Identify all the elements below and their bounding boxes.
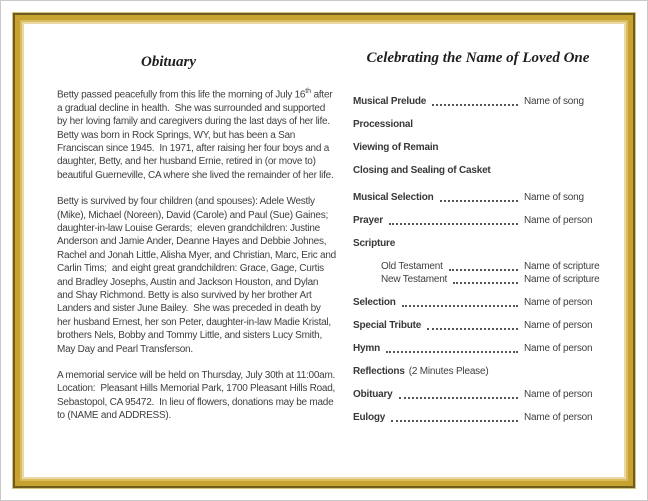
service-item-label: Special Tribute [353,320,422,331]
dotted-leader [430,95,520,108]
service-item-value: Name of person [524,215,593,226]
service-item-viewing-of-remain [353,141,621,154]
service-item-musical-prelude [353,95,621,108]
service-item-label: Processional [353,119,413,130]
service-title: Celebrating the Name of Loved One [366,50,590,66]
service-item-label: Viewing of Remain [353,142,439,153]
service-item-value: Name of person [524,389,593,400]
service-item-label: Musical Selection [353,192,434,203]
service-item-label: Musical Prelude [353,96,427,107]
obituary-paragraph-2: Betty is survived by four children (and spouses): Adele Westly (Mike), Michael (Noreen), David (Carole) and Paul (Sue) Gaines; daughter-in-law Louise Gerards; eleven grandchildren: Justine Anderson and Jamie Ander, Deanne Hayes and Debbie Johnes, Rachel and Jonah Little, Alisha Myer, and Christian, Marc, Eric and Carlin Tims; and eight great grandchildren: Grace, Gage, Curtis and Bradley Josephs, Austin and Jackson Houston, and Dylan and Shay Richmond. Betty is also survived by her brother Art Landers and sister June Bailey. She was preceded in death by her husband Ernest, her son Peter, daughter-in-law Madie Kristal, brothers Nels, Bobby and Tommy Little, and sisters Lucy Smith, May Day and Pearl Transferson. [57,196,339,355]
dotted-leader [400,296,520,309]
paragraph-text: Betty passed peacefully from this life the morning of July 16 [57,89,306,101]
service-item-label: Selection [353,297,396,308]
service-item-selection [353,296,621,309]
service-item-special-tribute [353,319,621,332]
service-item-label: Hymn [353,343,380,354]
obituary-paragraph-1 [57,85,336,182]
service-item-label: Obituary [353,389,393,400]
service-item-value: Name of scripture [524,274,600,285]
service-item-label: New Testament [381,274,448,285]
service-item-reflections [353,365,621,378]
dotted-leader [451,273,520,286]
service-item-label: Old Testament [381,261,443,272]
dotted-leader [438,191,520,204]
service-item-new-testament [353,273,621,286]
service-item-value: Name of scripture [524,261,600,272]
service-item-musical-selection [353,191,621,204]
service-item-label: Reflections [353,366,405,377]
paragraph-text: after a gradual decline in health. She was surrounded and supported by her loving family and caregivers during the last days of her life. Betty was born in Rock Springs, WY, but has been a San Franciscan since 1945. In 1971, after raising her four boys and a daughter, Betty, and her husband Ernie, retired in (or move to) beautiful Guerneville, CA where she lived the remainder of her life. [57,89,335,181]
service-item-label: Closing and Sealing of Casket [353,165,491,176]
dotted-leader [447,260,520,273]
dotted-leader [425,319,520,332]
service-item-value: Name of person [524,320,593,331]
service-item-label: Prayer [353,215,383,226]
dotted-leader [387,214,520,227]
service-item-prayer [353,214,621,227]
service-item-closing-and-sealing [353,164,621,177]
service-item-eulogy [353,411,621,424]
service-item-label: Scripture [353,238,396,249]
obituary-paragraph-3: A memorial service will be held on Thursday, July 30th at 11:00am. Location: Pleasant Hills Memorial Park, 1700 Pleasant Hills Road, Sebastopol, CA 95472. In lieu of flowers, donations may be made to (NAME and ADDRESS). [57,370,341,422]
order-of-service-column [353,24,621,477]
service-item-scripture [353,237,621,250]
service-item-value: Name of person [524,343,593,354]
service-item-old-testament [353,260,621,273]
service-item-obituary [353,388,621,401]
page-content [24,24,624,477]
service-item-processional [353,118,621,131]
dotted-leader [389,411,520,424]
dotted-leader [384,342,520,355]
obituary-title: Obituary [140,54,196,70]
service-item-value: Name of song [524,192,584,203]
service-item-label: Eulogy [353,412,386,423]
service-item-value: Name of person [524,412,593,423]
superscript-th: th [305,88,312,95]
obituary-column [24,24,341,477]
service-item-value: Name of person [524,297,593,308]
dotted-leader [397,388,520,401]
service-item-note: (2 Minutes Please) [408,366,489,377]
service-item-value: Name of song [524,96,584,107]
service-item-hymn [353,342,621,355]
